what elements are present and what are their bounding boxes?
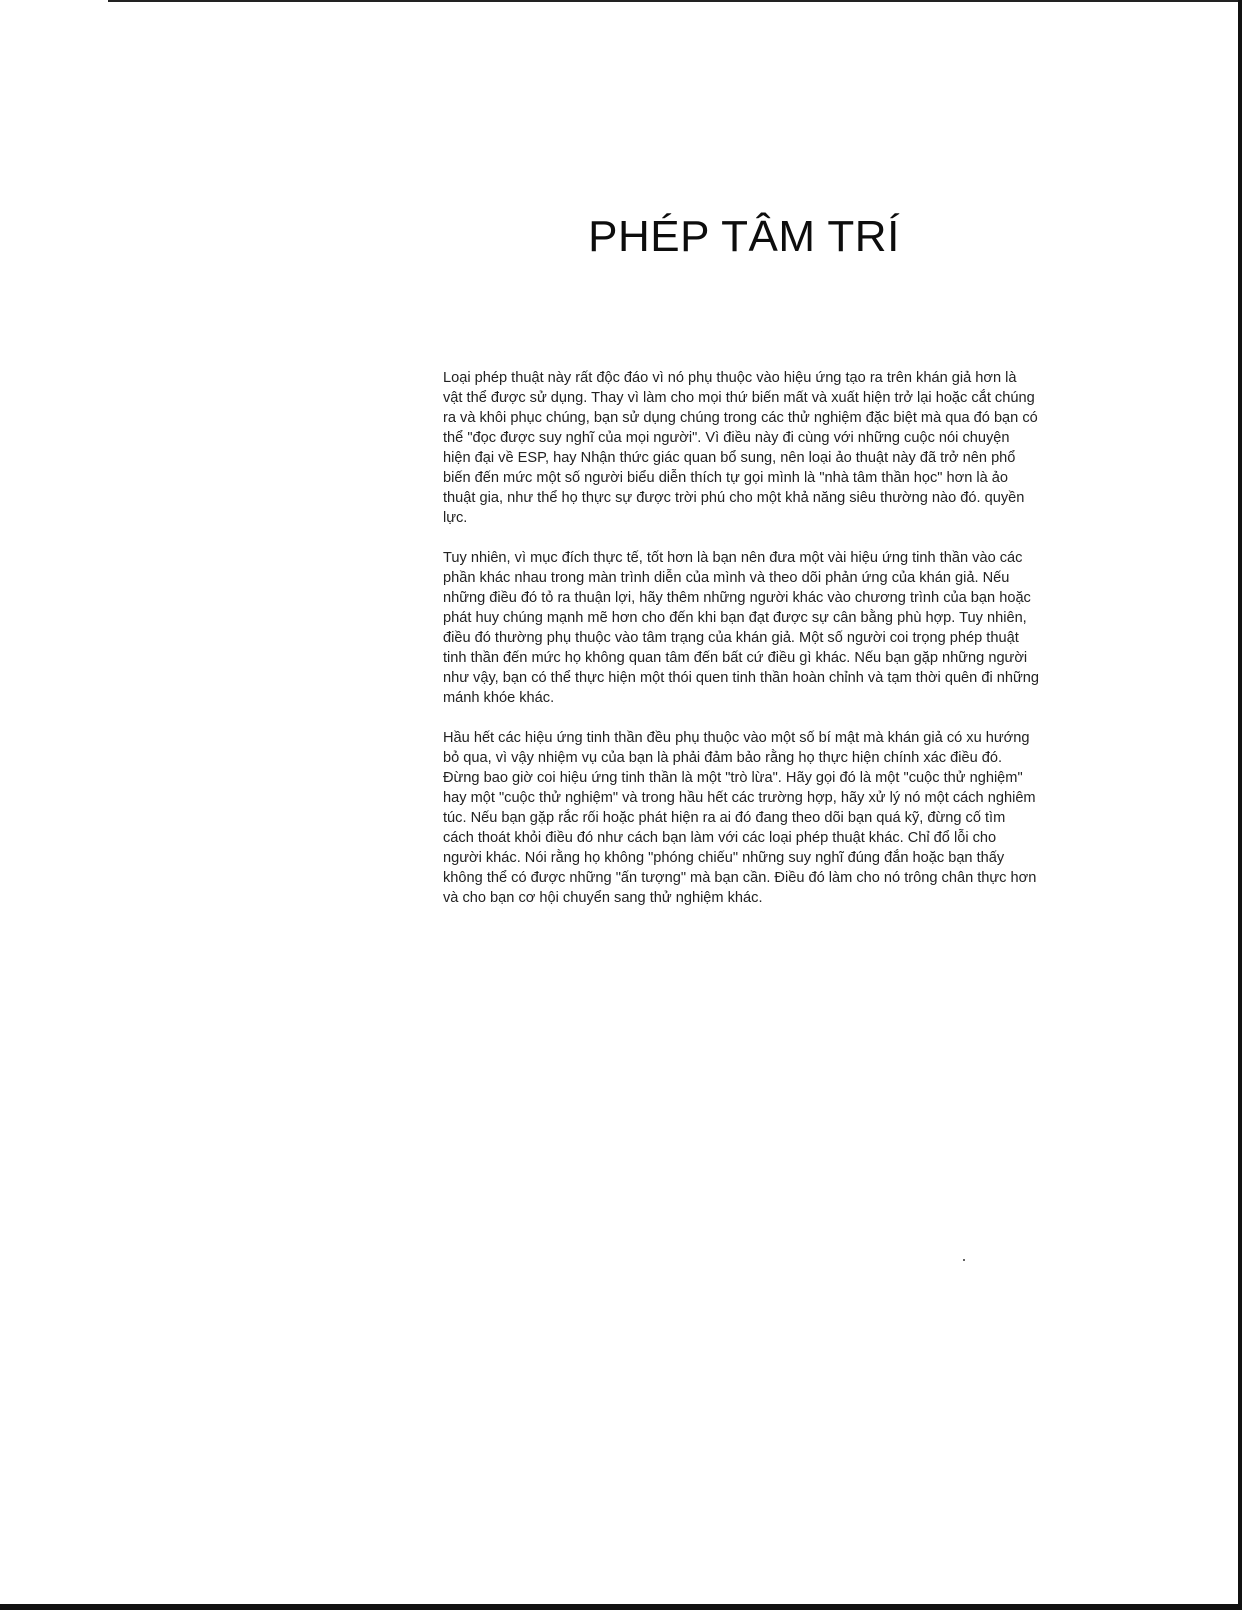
paragraph-2: Tuy nhiên, vì mục đích thực tế, tốt hơn là bạn nên đưa một vài hiệu ứng tinh thần vào các phần khác nhau trong màn trình diễn của mình và theo dõi phản ứng của khán giả. Nếu những điều đó tỏ ra thuận lợi, hãy thêm những người khác vào chương trình của bạn hoặc phát huy chúng mạnh mẽ hơn cho đến khi bạn đạt được sự cân bằng phù hợp. Tuy nhiên, điều đó thường phụ thuộc vào tâm trạng của khán giả. Một số người coi trọng phép thuật tinh thần đến mức họ không quan tâm đến bất cứ điều gì khác. Nếu bạn gặp những người như vậy, bạn có thể thực hiện một thói quen tinh thần hoàn chỉnh và tạm thời quên đi những mánh khóe khác. xyxy=(443,550,1039,706)
page-title: PHÉP TÂM TRÍ xyxy=(588,212,900,261)
scan-edge-top xyxy=(108,0,1242,2)
scan-edge-right xyxy=(1238,0,1242,1610)
paragraph-1: Loại phép thuật này rất độc đáo vì nó phụ thuộc vào hiệu ứng tạo ra trên khán giả hơn là vật thể được sử dụng. Thay vì làm cho mọi thứ biến mất và xuất hiện trở lại hoặc cắt chúng ra và khôi phục chúng, bạn sử dụng chúng trong các thử nghiệm đặc biệt mà qua đó bạn có thể "đọc được suy nghĩ của mọi người". Vì điều này đi cùng với những cuộc nói chuyện hiện đại về ESP, hay Nhận thức giác quan bổ sung, nên loại ảo thuật này đã trở nên phổ biến đến mức một số người biểu diễn thích tự gọi mình là "nhà tâm thần học" hơn là ảo thuật gia, như thể họ thực sự được trời phú cho một khả năng siêu thường nào đó. quyền lực. xyxy=(443,370,1038,526)
body-text xyxy=(443,368,1039,928)
paragraph-3: Hầu hết các hiệu ứng tinh thần đều phụ thuộc vào một số bí mật mà khán giả có xu hướng bỏ qua, vì vậy nhiệm vụ của bạn là phải đảm bảo rằng họ thực hiện chính xác điều đó. Đừng bao giờ coi hiệu ứng tinh thần là một "trò lừa". Hãy gọi đó là một "cuộc thử nghiệm" hay một "cuộc thử nghiệm" và trong hầu hết các trường hợp, hãy xử lý nó một cách nghiêm túc. Nếu bạn gặp rắc rối hoặc phát hiện ra ai đó đang theo dõi bạn quá kỹ, đừng cố tìm cách thoát khỏi điều đó như cách bạn làm với các loại phép thuật khác. Chỉ đổ lỗi cho người khác. Nói rằng họ không "phóng chiếu" những suy nghĩ đúng đắn hoặc bạn thấy không thể có được những "ấn tượng" mà bạn cần. Điều đó làm cho nó trông chân thực hơn và cho bạn cơ hội chuyển sang thử nghiệm khác. xyxy=(443,730,1037,906)
scan-edge-bottom xyxy=(0,1604,1242,1610)
scan-speck xyxy=(963,1259,965,1261)
